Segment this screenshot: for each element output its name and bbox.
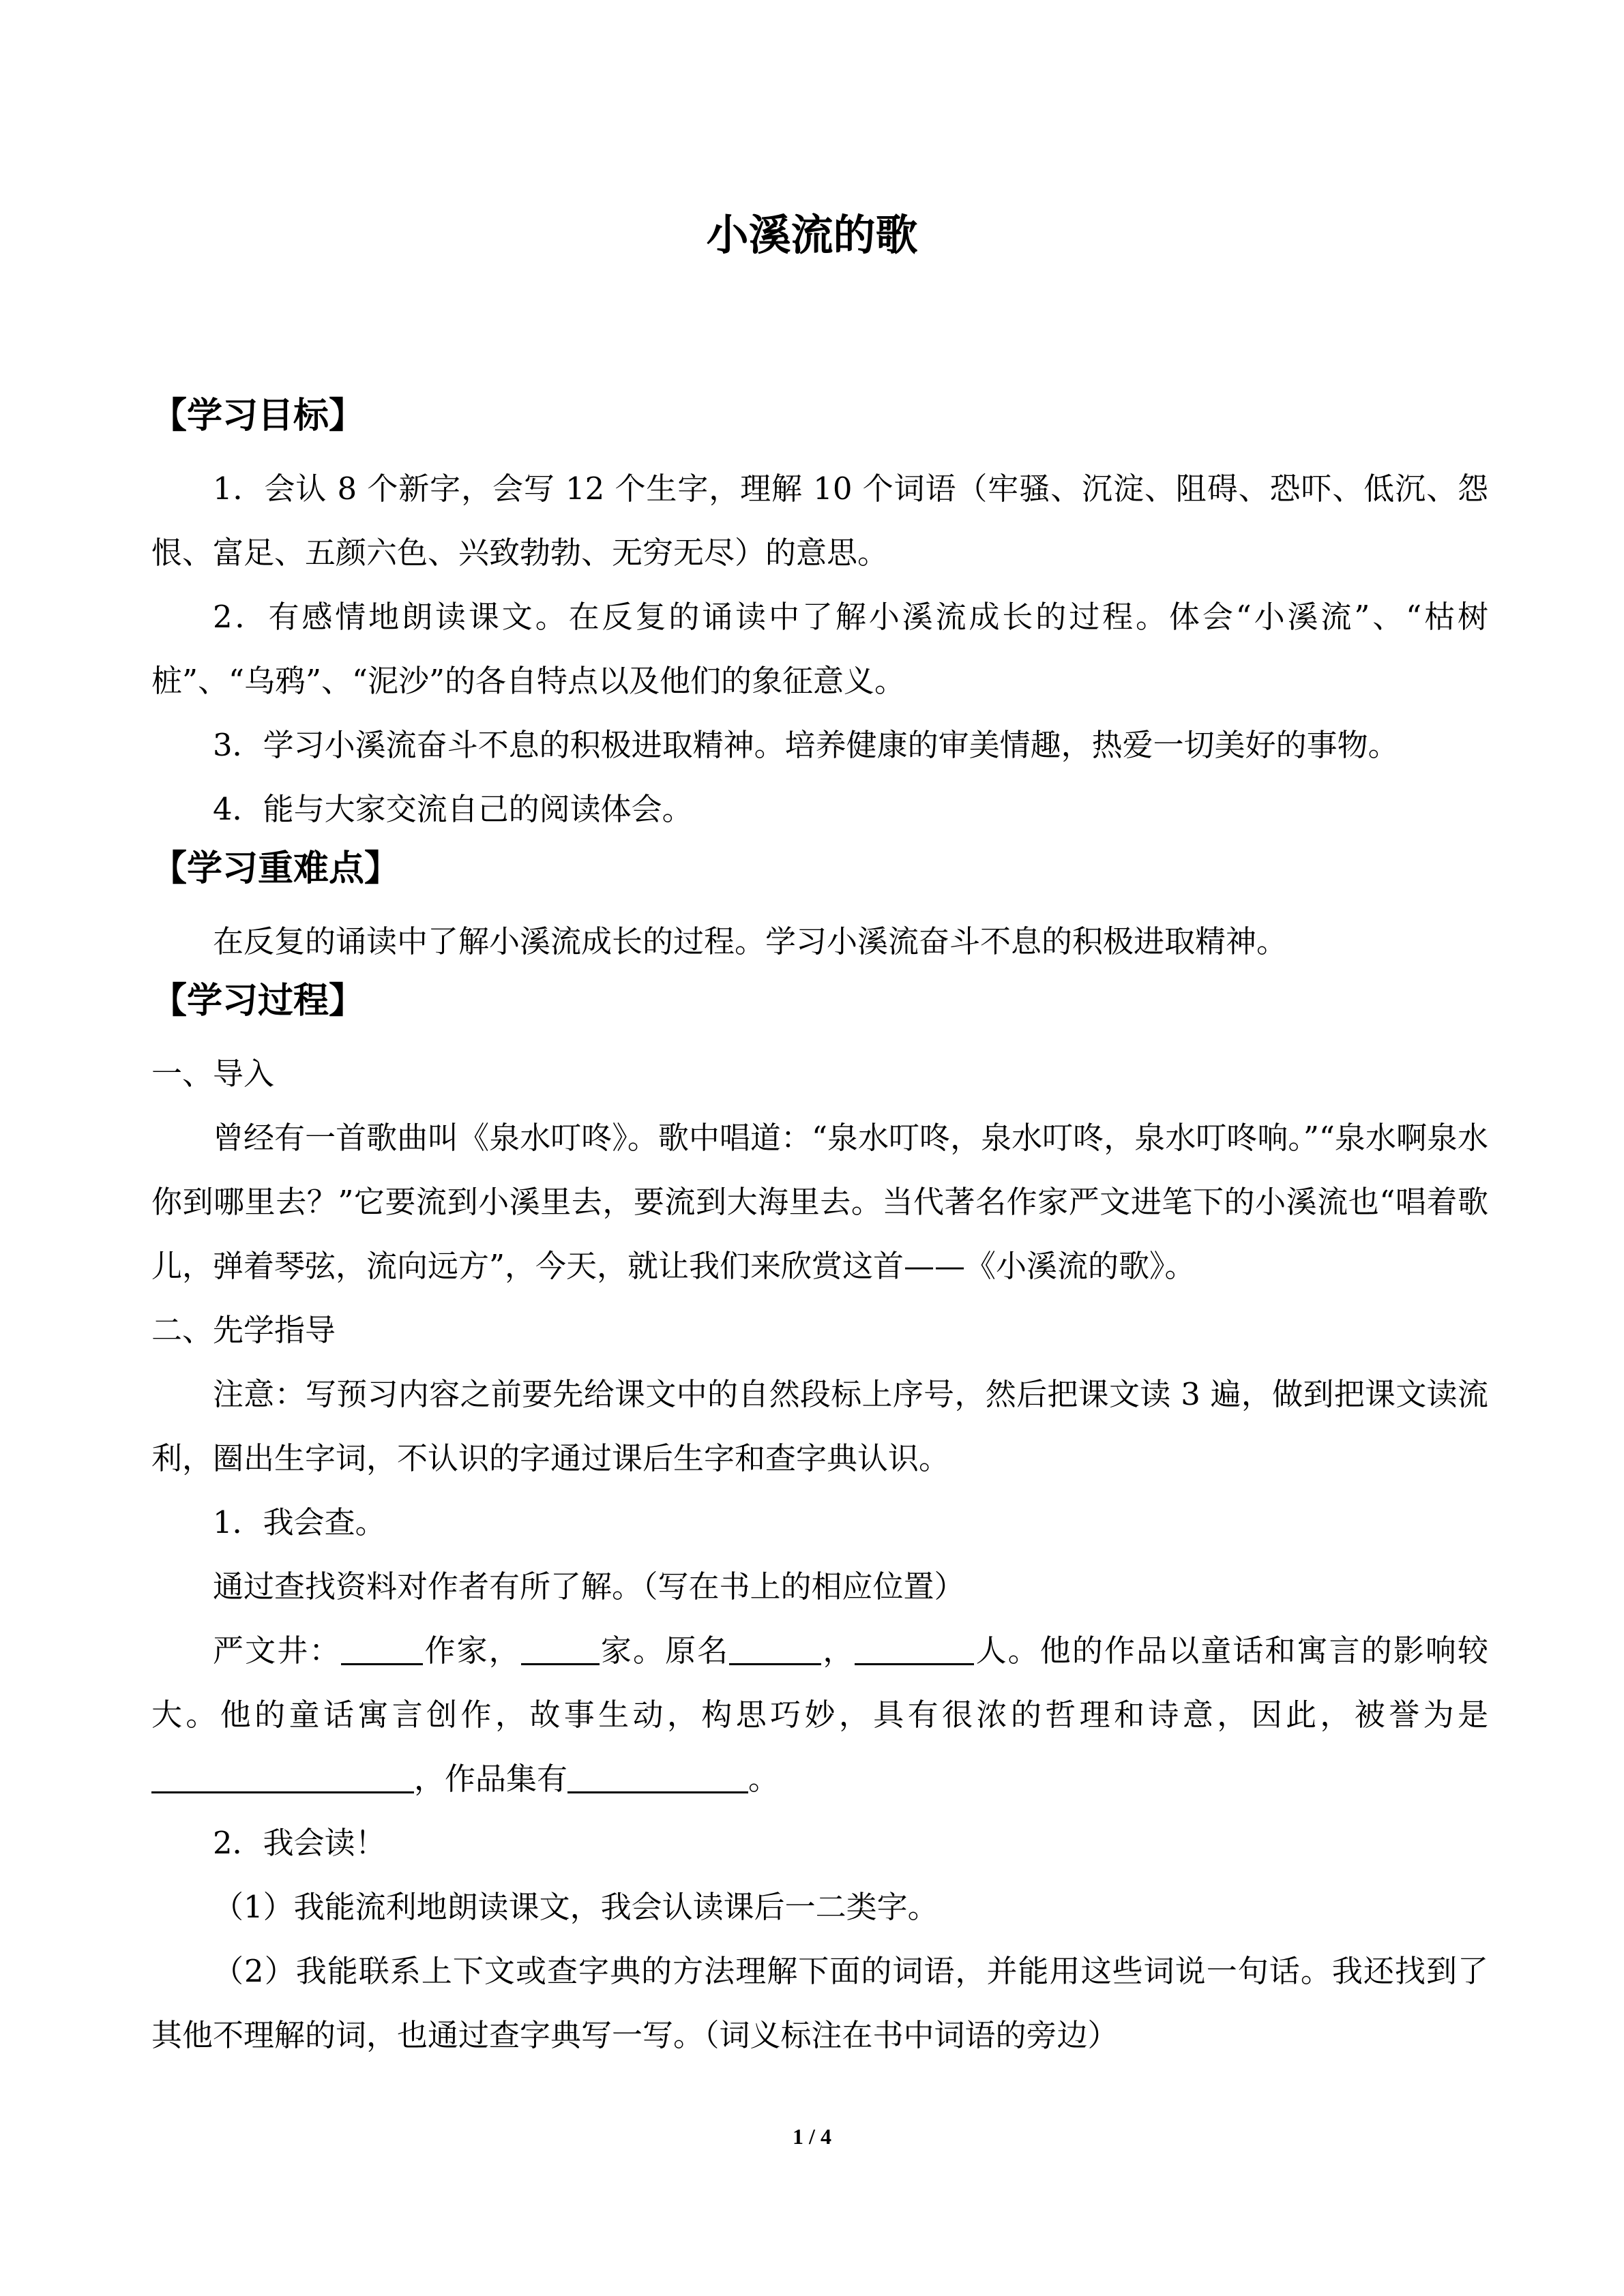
goal-item-2: 2．有感情地朗读课文。在反复的诵读中了解小溪流成长的过程。体会“小溪流”、“枯树桩”、“乌鸦”、“泥沙”的各自特点以及他们的象征意义。: [151, 599, 1488, 699]
author-fill-in-paragraph: [151, 1619, 1488, 1811]
fill-blank-1[interactable]: [341, 1636, 423, 1665]
item2-title: 2．我会读！: [213, 1825, 386, 1861]
item1-title: 1．我会查。: [213, 1504, 386, 1540]
fill-text-3: 家。原名: [599, 1632, 730, 1669]
fill-blank-5[interactable]: [151, 1764, 414, 1793]
section-heading-key-points: 【学习重难点】: [151, 848, 400, 889]
preview-note: 注意：写预习内容之前要先给课文中的自然段标上序号，然后把课文读 3 遍，做到把课文读流利，圈出生字词，不认识的字通过课后生字和查字典认识。: [151, 1376, 1488, 1476]
item1-text: 通过查找资料对作者有所了解。（写在书上的相应位置）: [213, 1568, 965, 1605]
fill-blank-3[interactable]: [729, 1636, 821, 1665]
fill-blank-6[interactable]: [567, 1764, 748, 1793]
section-heading-goals: 【学习目标】: [151, 396, 365, 436]
item2-sub2: （2）我能联系上下文或查字典的方法理解下面的词语，并能用这些词说一句话。我还找到了其他不理解的词，也通过查字典写一写。（词义标注在书中词语的旁边）: [151, 1953, 1488, 2053]
part1-title: 一、导入: [151, 1056, 275, 1092]
goal-item-3: 3．学习小溪流奋斗不息的积极进取精神。培养健康的审美情趣，热爱一切美好的事物。: [213, 727, 1399, 763]
part1-intro-text: 曾经有一首歌曲叫《泉水叮咚》。歌中唱道：“泉水叮咚，泉水叮咚，泉水叮咚响。”“泉水啊泉水你到哪里去？”它要流到小溪里去，要流到大海里去。当代著名作家严文进笔下的小溪流也“唱着歌儿，弹着琴弦，流向远方”，今天，就让我们来欣赏这首——《小溪流的歌》。: [151, 1120, 1488, 1284]
goal-item-1: 1．会认 8 个新字，会写 12 个生字，理解 10 个词语（牢骚、沉淀、阻碍、恐吓、低沉、怨恨、富足、五颜六色、兴致勃勃、无穷无尽）的意思。: [151, 471, 1488, 571]
document-body: [151, 389, 1488, 2068]
fill-text-5: 人。他的作品以童话和寓言的影响较大。他的童话寓言创作，故事生动，构思巧妙，具有很浓的哲理和诗意，因此，被誉为是: [151, 1632, 1488, 1733]
fill-text-1: 严文井：: [213, 1632, 342, 1669]
fill-blank-2[interactable]: [521, 1636, 600, 1665]
fill-text-7: 。: [748, 1761, 780, 1797]
goal-item-4: 4．能与大家交流自己的阅读体会。: [213, 791, 693, 827]
item2-sub1: （1）我能流利地朗读课文，我会认读课后一二类字。: [213, 1889, 939, 1925]
fill-blank-4[interactable]: [855, 1636, 974, 1665]
page-title: 小溪流的歌: [706, 210, 918, 260]
key-points-text: 在反复的诵读中了解小溪流成长的过程。学习小溪流奋斗不息的积极进取精神。: [213, 923, 1288, 959]
section-heading-process: 【学习过程】: [151, 981, 365, 1022]
fill-text-2: 作家，: [423, 1632, 521, 1669]
fill-text-6: ，作品集有: [414, 1761, 568, 1797]
fill-text-4: ，: [821, 1632, 855, 1669]
part2-title: 二、先学指导: [151, 1312, 336, 1348]
page-number: 1 / 4: [793, 2124, 831, 2149]
